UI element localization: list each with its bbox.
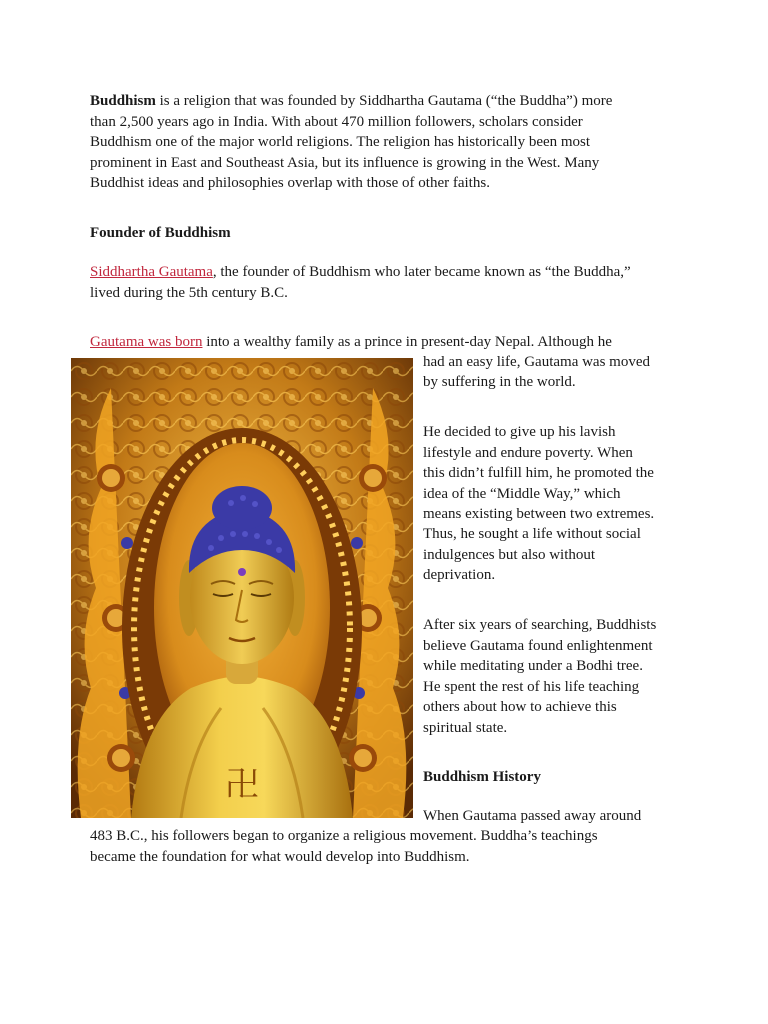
founder-p4-line-6: spiritual state. [423, 720, 508, 736]
founder-p4-line-3: while meditating under a Bodhi tree. [423, 658, 643, 674]
buddha-ushnisha [212, 486, 272, 530]
chest-symbol: 卍 [225, 765, 259, 805]
founder-p2-line-2: had an easy life, Gautama was moved [423, 354, 650, 370]
founder-p3-line-6: Thus, he sought a life without social [423, 526, 641, 542]
founder-p3-line-1: He decided to give up his lavish [423, 424, 616, 440]
history-line-3: became the foundation for what would develop into Buddhism. [90, 849, 470, 865]
buddha-urna [238, 568, 246, 576]
founder-p1-line-1 [90, 262, 631, 283]
founder-p3-line-3: this didn’t fulfill him, he promoted the [423, 465, 654, 481]
history-heading: Buddhism History [423, 769, 541, 785]
buddha-statue-graphic [71, 358, 413, 818]
founder-p2-line-3: by suffering in the world. [423, 374, 576, 390]
founder-p3-line-7: indulgences but also without [423, 547, 596, 563]
buddha-statue-image [71, 358, 413, 818]
history-line-2: 483 B.C., his followers began to organize a religious movement. Buddha’s teachings [90, 828, 598, 844]
intro-line-1 [90, 91, 612, 112]
founder-p1-line-2: lived during the 5th century B.C. [90, 285, 288, 301]
founder-p3-line-5: means existing between two extremes. [423, 506, 655, 522]
founder-p2-line-1-text: into a wealthy family as a prince in present-day Nepal. Although he [202, 334, 612, 350]
founder-p4-line-1: After six years of searching, Buddhists [423, 617, 657, 633]
founder-p3-line-8: deprivation. [423, 567, 496, 583]
founder-p2-line-1 [90, 332, 612, 353]
history-line-1: When Gautama passed away around [423, 808, 642, 824]
intro-line-2: than 2,500 years ago in India. With about 470 million followers, scholars consider [90, 114, 583, 130]
intro-term: Buddhism [90, 93, 156, 109]
founder-p4-line-5: others about how to achieve this [423, 699, 617, 715]
founder-p3-line-4: idea of the “Middle Way,” which [423, 486, 621, 502]
intro-line-5: Buddhist ideas and philosophies overlap with those of other faiths. [90, 175, 490, 191]
intro-line-4: prominent in East and Southeast Asia, but its influence is growing in the West. Many [90, 155, 600, 171]
gautama-born-link[interactable]: Gautama was born [90, 334, 203, 350]
founder-p1-line-1-text: , the founder of Buddhism who later became known as “the Buddha,” [212, 264, 631, 280]
siddhartha-gautama-link[interactable]: Siddhartha Gautama [90, 264, 213, 280]
intro-line-3: Buddhism one of the major world religions. The religion has historically been most [90, 134, 591, 150]
founder-p4-line-4: He spent the rest of his life teaching [423, 679, 640, 695]
founder-p4-line-2: believe Gautama found enlightenment [423, 638, 653, 654]
founder-p3-line-2: lifestyle and endure poverty. When [423, 445, 633, 461]
intro-line-1-text: is a religion that was founded by Siddhartha Gautama (“the Buddha”) more [155, 93, 613, 109]
founder-heading: Founder of Buddhism [90, 225, 231, 241]
